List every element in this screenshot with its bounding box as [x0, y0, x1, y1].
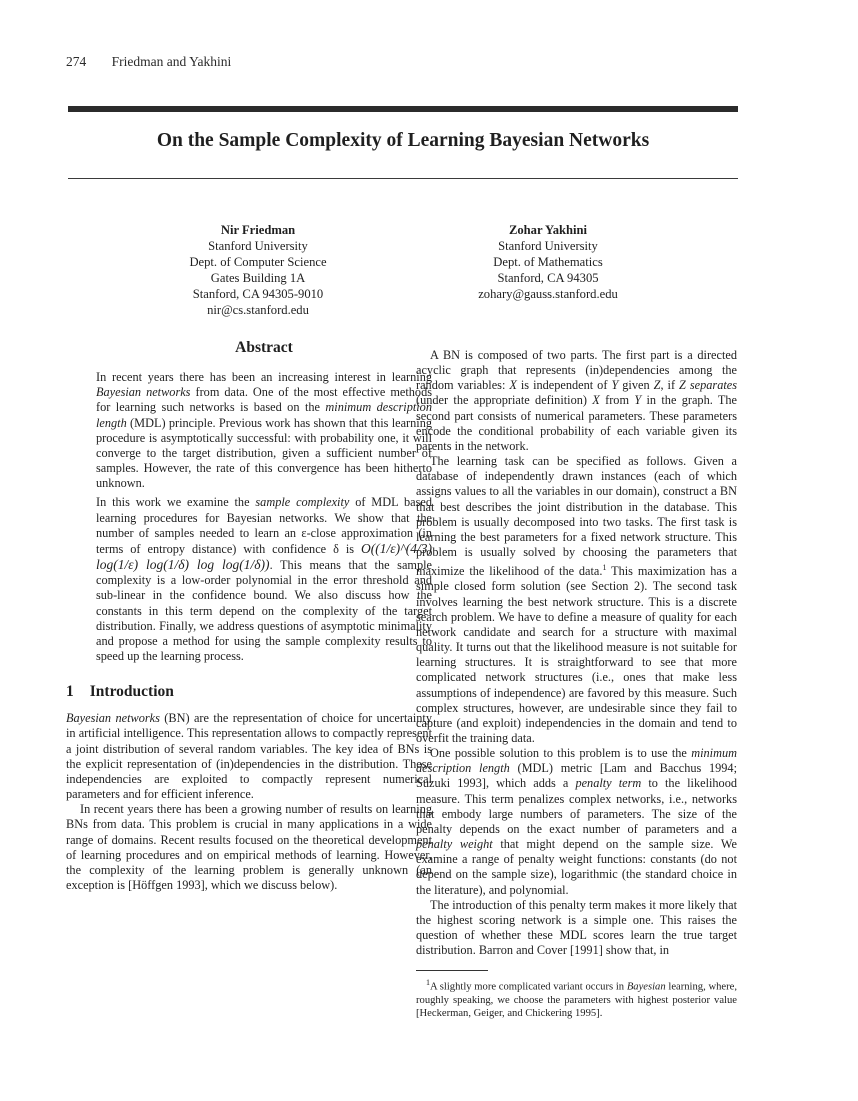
- right-column: [416, 348, 737, 1021]
- body-paragraph-4: The introduction of this penalty term makes it more likely that the highest scoring network is a simple one. This raises the question of whether these MDL scores learn the true target distribution. Barron and Cover [1991] show that, in: [416, 897, 737, 958]
- author-address: Stanford, CA 94305: [497, 271, 599, 286]
- author-email: nir@cs.stanford.edu: [207, 303, 309, 318]
- author-address: Stanford, CA 94305-9010: [192, 287, 324, 302]
- running-title: Friedman and Yakhini: [111, 54, 232, 69]
- author-email: zohary@gauss.stanford.edu: [478, 287, 618, 302]
- footnote-rule: [416, 970, 488, 971]
- abstract-heading: Abstract: [235, 339, 293, 356]
- body-paragraph-3: One possible solution to this problem is to use the minimum description length (MDL) metric [Lam and Bacchus 1994; Suzuki 1993], which adds a penalty term to the likelihood measure. This term penalizes complex networks, i.e., networks that embody large numbers of parameters. The size of the penalty depends on the exact number of parameters and a penalty weight that might depend on the sample size. We examine a range of penalty weight functions: constants (do not depend on the sample size), logarithmic (the standard choice in the literature), and polynomial.: [416, 746, 737, 897]
- author-name: Nir Friedman: [220, 223, 296, 237]
- body-paragraph-2: The learning task can be specified as follows. Given a database of independently drawn instances (each of which assigns values to all the variables in our domain), construct a BN that best describes the joint distribution in the database. This problem is usually decomposed into two tasks. The first task is learning the best parameters for a fixed network structure. This problem is usually solved by choosing the parameters that maximize the likelihood of the data.$^1$ This maximization has a simple closed form solution (see Section 2). The second task involves learning the best network structure. This is a discrete search problem. We have to define a measure of quality for each network candidate and search for a structure with maximal quality. It turns out that the likelihood measure is not suitable for learning structures. It is straightforward to see that more complicated network structures (i.e., ones that make less assumptions of independence) are favored by this measure. Such complex structures, however, are undesirable since they fail to capture (and exploit) independencies in the domain and tend to overfit the training data.: [416, 454, 737, 745]
- running-header: [66, 54, 231, 70]
- abstract-paragraph-1: In recent years there has been an increasing interest in learning Bayesian networks from data. One of the most effective methods for learning such networks is based on the minimum description length (MDL) principle. Previous work has shown that this learning procedure is asymptotically successful: with probability one, it will converge to the target distribution, given a sufficient number of samples. However, the rate of this convergence has been hitherto unknown.: [96, 370, 433, 491]
- intro-paragraph-1: Bayesian networks (BN) are the representation of choice for uncertainty in artificial intelligence. This representation allows to compactly represent a joint distribution of several random variables. The key idea of BNs is the explicit representation of (in)dependencies in the distribution. These independencies are exploited to compactly represent numerical parameters and for efficient inference.: [66, 711, 432, 802]
- paper-title: On the Sample Complexity of Learning Bayesian Networks: [156, 130, 650, 151]
- section-heading-introduction: 1 Introduction: [66, 683, 174, 701]
- author-department: Dept. of Computer Science: [189, 255, 327, 270]
- title-rule-top: [68, 106, 738, 112]
- page-number: 274: [66, 54, 87, 69]
- abstract-paragraph-2: In this work we examine the sample complexity of MDL based learning procedures for Bayesian networks. We show that the number of samples needed to learn an ε-close approximation (in terms of entropy distance) with confidence δ is O((1/ε)^(4/3) log(1/ε) log(1/δ) log log(1/δ)). This means that the sample complexity is a low-order polynomial in the error threshold and sub-linear in the confidence bound. We also discuss how the constants in this term depend on the complexity of the target distribution. Finally, we address questions of asymptotic minimality and propose a method for using the sample complexity results to speed up the learning process.: [96, 495, 433, 663]
- intro-paragraph-2: In recent years there has been a growing number of results on learning BNs from data. This problem is crucial in many applications in a wide range of domains. Recent results focused on the theoretical development of learning procedures and on empirical methods of learning. However, the complexity of the learning problem is generally unknown (an exception is [Höffgen 1993], which we discuss below).: [66, 802, 432, 892]
- left-column: [66, 339, 433, 893]
- author-building: Gates Building 1A: [210, 271, 306, 286]
- footnote-1: $^1$A slightly more complicated variant occurs in Bayesian learning, where, roughly speaking, we choose the parameters with highest posterior value [Heckerman, Geiger, and Chickering 1995].: [416, 978, 738, 1020]
- author-department: Dept. of Mathematics: [493, 255, 603, 270]
- title-rule-bottom: [68, 178, 738, 179]
- complexity-formula: O((1/ε)^(4/3) log(1/ε) log(1/δ) log log(1/δ)): [96, 540, 433, 573]
- author-name: Zohar Yakhini: [508, 223, 588, 237]
- author-affiliation: Stanford University: [208, 239, 308, 254]
- author-block-2: [428, 222, 668, 302]
- author-affiliation: Stanford University: [498, 239, 598, 254]
- author-block-1: [138, 222, 378, 319]
- footnote-marker: 1: [602, 563, 607, 573]
- body-paragraph-1: A BN is composed of two parts. The first part is a directed acyclic graph that represents (in)dependencies among the random variables: X is independent of Y given Z, if Z separates (under the appropriate definition) X from Y in the graph. The second part consists of numerical parameters. These parameters encode the conditional probability of each variable given its parents in the network.: [416, 348, 738, 453]
